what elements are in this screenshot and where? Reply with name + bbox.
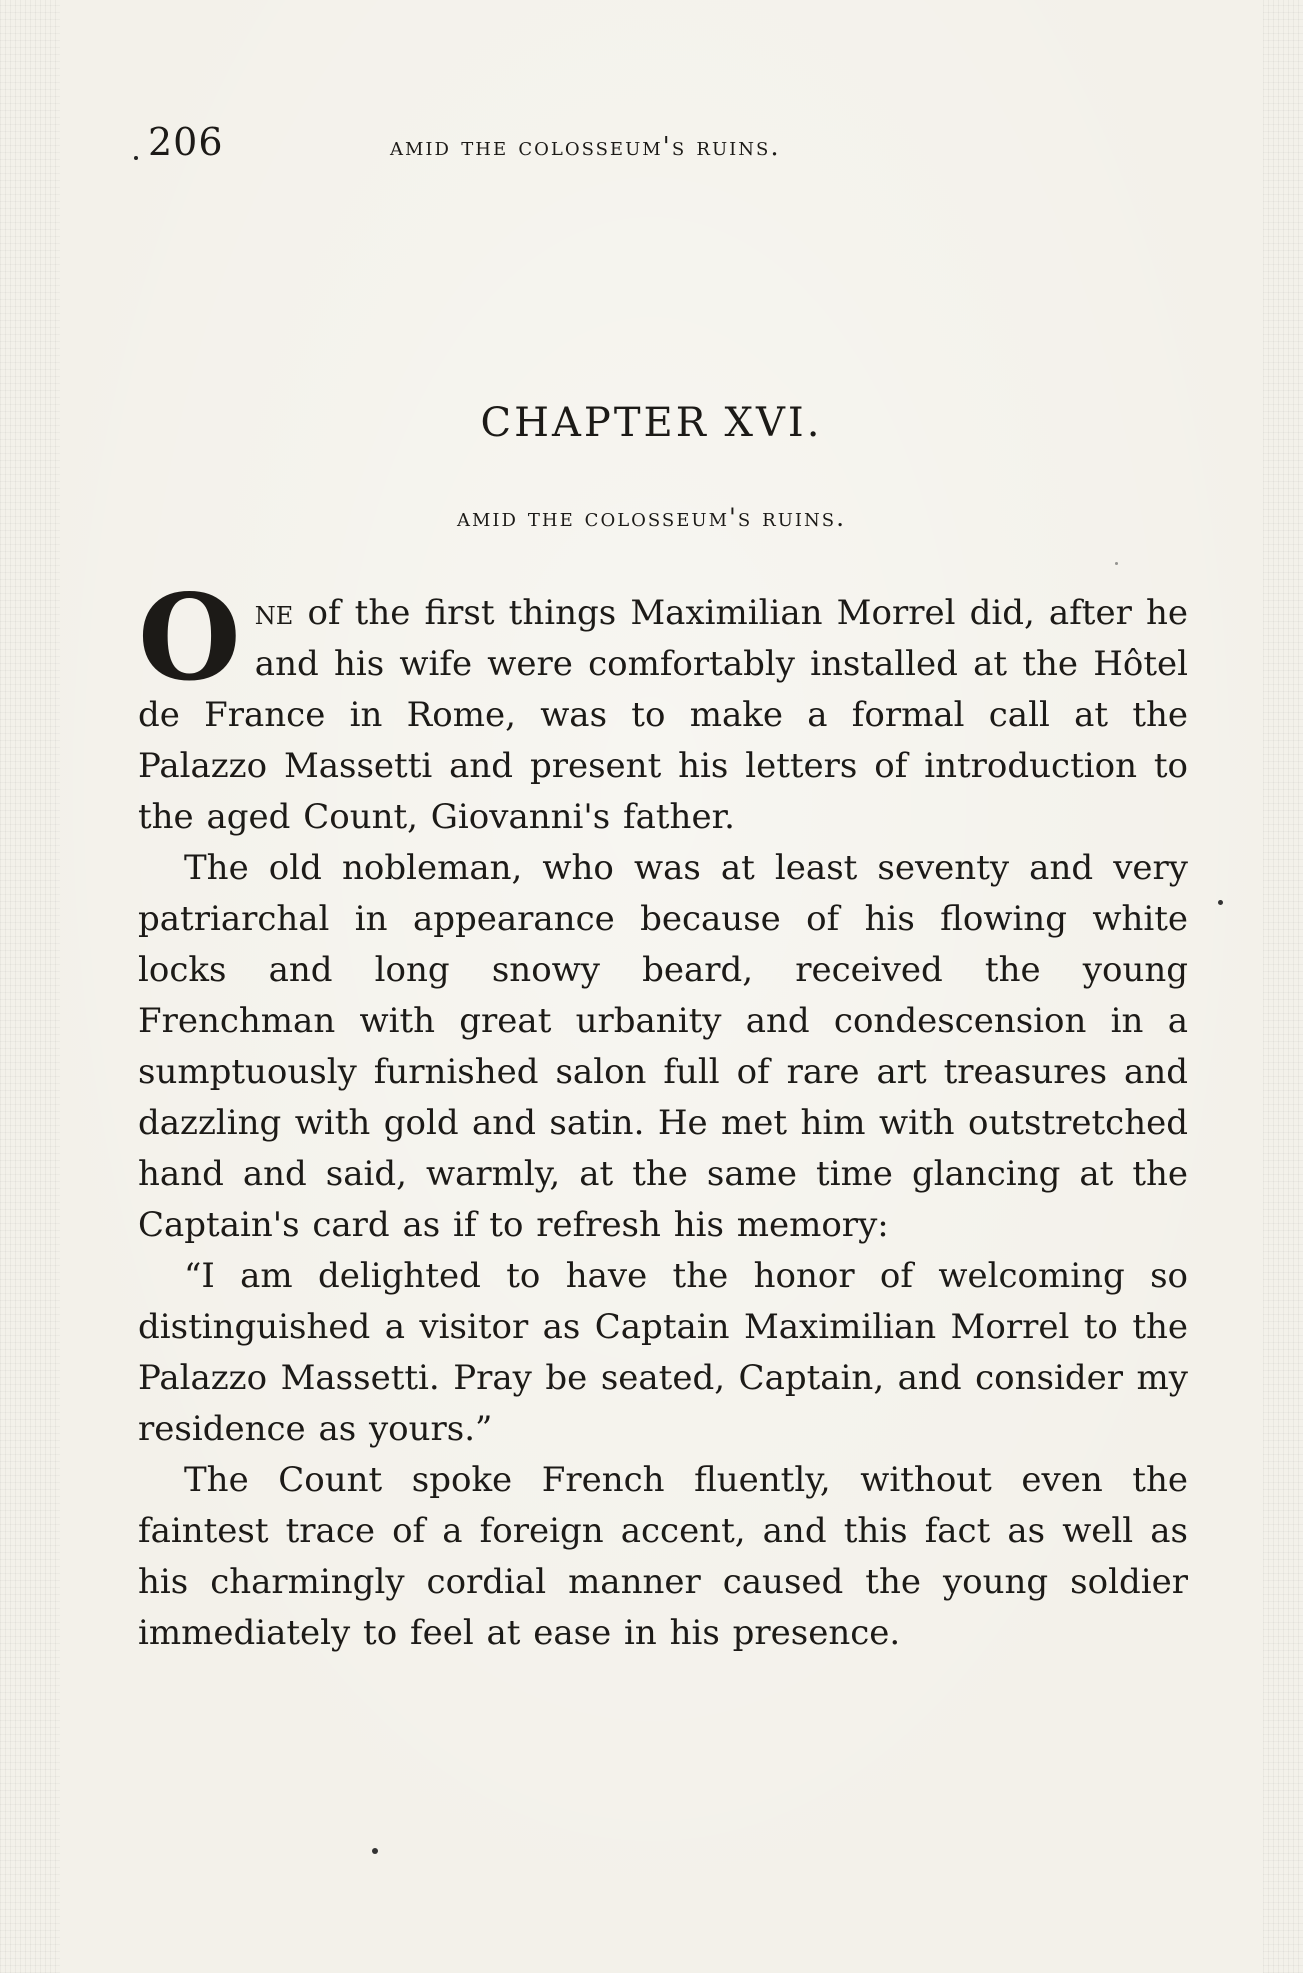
paragraph-2: The old nobleman, who was at least seventy and very patriarchal in appearance because of his flowing white locks and long snowy beard, received the young Frenchman with great urbanity and condescension in a sumptuously furnished salon full of rare art treasures and dazzling with gold and satin. He met him with outstretched hand and said, warmly, at the same time glancing at the Captain's card as if to refresh his memory: — [138, 848, 1188, 1245]
drop-cap: O — [138, 568, 241, 707]
ink-speck — [372, 1848, 378, 1854]
paragraph-1 — [138, 568, 1188, 843]
paragraph-3: “I am delighted to have the honor of welcoming so distinguished a visitor as Captain Maximilian Morrel to the Palazzo Massetti. Pray be seated, Captain, and consider my residence as yours.” — [138, 1256, 1188, 1449]
ink-speck — [1218, 900, 1223, 905]
page-edge-right — [1263, 0, 1303, 1973]
chapter-title: CHAPTER XVI. — [480, 400, 823, 446]
paragraph-4: The Count spoke French fluently, without even the faintest trace of a foreign accent, and this fact as well as his charmingly cordial manner caused the young soldier immediately to feel at ease in his presence. — [138, 1460, 1188, 1653]
lead-word: ne — [254, 593, 294, 633]
page-number: 206 — [148, 120, 224, 164]
page-edge-left — [0, 0, 60, 1973]
running-title: amid the colosseum's ruins. — [390, 132, 781, 162]
body-text — [138, 568, 1188, 1659]
paragraph-1-text: of the first things Maximilian Morrel did, after he and his wife were comfortably installed at the Hôtel de France in Rome, was to make a formal call at the Palazzo Massetti and present his letters of introduction to the aged Count, Giovanni's father. — [138, 593, 1188, 837]
chapter-subtitle: amid the colosseum's ruins. — [456, 503, 847, 532]
running-head — [120, 120, 1020, 170]
ink-speck — [1115, 562, 1118, 565]
